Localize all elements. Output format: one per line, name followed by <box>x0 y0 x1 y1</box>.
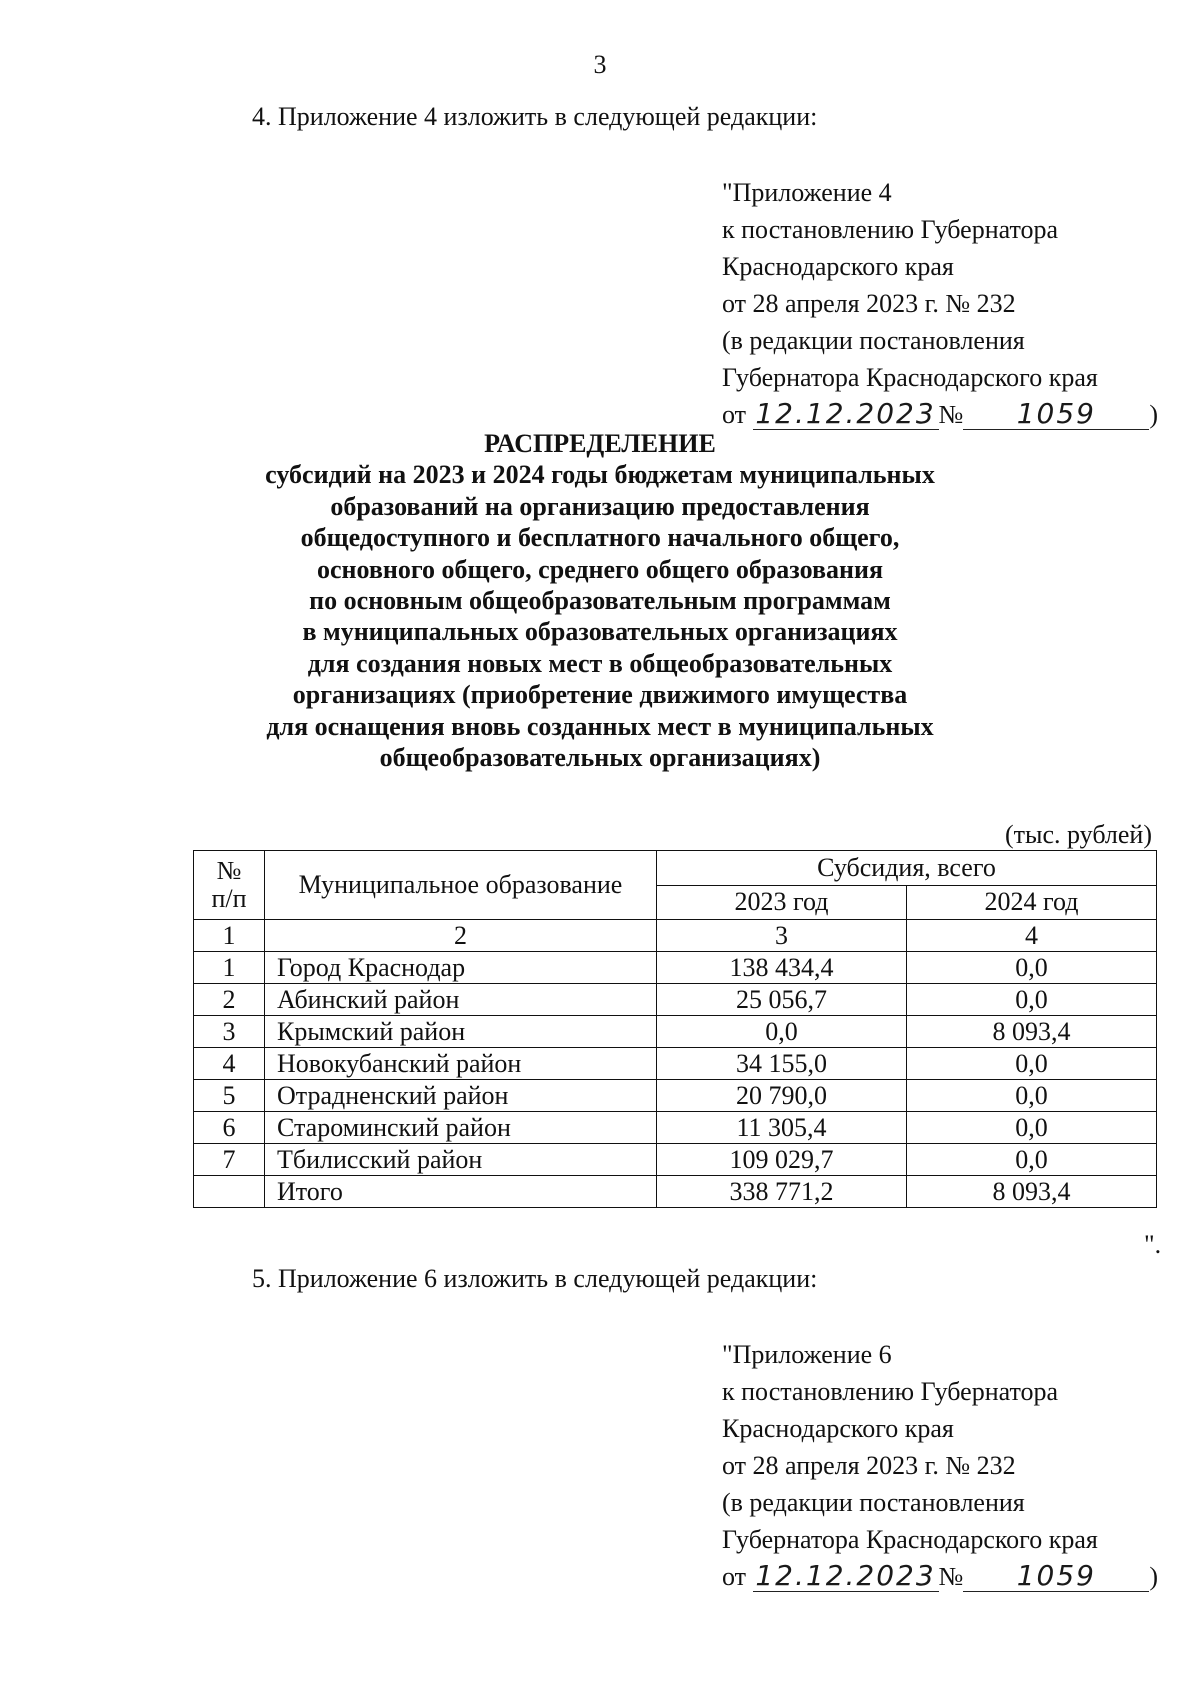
row-2024: 0,0 <box>907 952 1157 984</box>
table-row <box>194 1144 1157 1176</box>
row-2023: 109 029,7 <box>657 1144 907 1176</box>
heading-line4: основного общего, среднего общего образования <box>316 554 884 584</box>
handwritten-date: 12.12.2023 <box>753 1561 939 1592</box>
total-label: Итого <box>265 1176 657 1208</box>
total-num <box>194 1176 265 1208</box>
row-num: 4 <box>194 1048 265 1080</box>
header-num <box>194 851 265 920</box>
page-number: 3 <box>593 50 607 79</box>
header-year-2023: 2023 год <box>657 885 907 920</box>
col-number-3: 3 <box>657 920 907 952</box>
table-header-row <box>194 851 1157 886</box>
table-row <box>194 1080 1157 1112</box>
row-2023: 25 056,7 <box>657 984 907 1016</box>
item-5-paragraph: 5. Приложение 6 изложить в следующей редакции: <box>252 1264 818 1293</box>
heading-line10: общеобразовательных организациях) <box>379 743 821 773</box>
col-number-4: 4 <box>907 920 1157 952</box>
closing-paren: ) <box>1149 400 1159 429</box>
item-4-paragraph: 4. Приложение 4 изложить в следующей редакции: <box>252 102 818 131</box>
table-row <box>194 1112 1157 1144</box>
appendix-6-reference <box>722 1336 1158 1595</box>
row-2023: 20 790,0 <box>657 1080 907 1112</box>
header-num-line2: п/п <box>211 884 247 913</box>
header-year-2024: 2024 год <box>907 885 1157 920</box>
row-num: 3 <box>194 1016 265 1048</box>
appendix-6-line5: (в редакции постановления <box>722 1488 1025 1517</box>
from-label: от <box>722 400 747 429</box>
heading-title: РАСПРЕДЕЛЕНИЕ <box>484 429 716 458</box>
row-2023: 0,0 <box>657 1016 907 1048</box>
appendix-4-line5: (в редакции постановления <box>722 326 1025 355</box>
header-subsidy-total: Субсидия, всего <box>657 851 1157 886</box>
closing-paren: ) <box>1149 1562 1159 1591</box>
from-label: от <box>722 1562 747 1591</box>
appendix-6-line6: Губернатора Краснодарского края <box>722 1525 1098 1554</box>
closing-quote: ". <box>1144 1230 1162 1259</box>
row-2023: 34 155,0 <box>657 1048 907 1080</box>
table-total-row <box>194 1176 1157 1208</box>
row-num: 7 <box>194 1144 265 1176</box>
heading-line1: субсидий на 2023 и 2024 годы бюджетам муниципальных <box>265 460 935 490</box>
heading-line6: в муниципальных образовательных организациях <box>302 617 898 647</box>
appendix-6-signature-line <box>722 1558 1158 1595</box>
row-2024: 0,0 <box>907 1080 1157 1112</box>
handwritten-date: 12.12.2023 <box>753 399 939 430</box>
heading-line5: по основным общеобразовательным программам <box>309 586 891 616</box>
table-row <box>194 1016 1157 1048</box>
handwritten-number: 1059 <box>963 1561 1149 1592</box>
row-2024: 0,0 <box>907 984 1157 1016</box>
col-number-2: 2 <box>265 920 657 952</box>
row-municipality: Тбилисский район <box>265 1144 657 1176</box>
row-num: 6 <box>194 1112 265 1144</box>
table-column-numbers-row <box>194 920 1157 952</box>
header-municipality: Муниципальное образование <box>265 851 657 920</box>
table-row <box>194 1048 1157 1080</box>
row-2024: 0,0 <box>907 1144 1157 1176</box>
row-municipality: Отрадненский район <box>265 1080 657 1112</box>
row-num: 1 <box>194 952 265 984</box>
heading-line2: образований на организацию предоставления <box>330 491 870 521</box>
header-num-line1: № <box>216 856 242 885</box>
row-municipality: Новокубанский район <box>265 1048 657 1080</box>
unit-label: (тыс. рублей) <box>1004 820 1152 849</box>
table-row <box>194 952 1157 984</box>
row-2024: 0,0 <box>907 1112 1157 1144</box>
row-2024: 8 093,4 <box>907 1016 1157 1048</box>
row-num: 5 <box>194 1080 265 1112</box>
row-municipality: Крымский район <box>265 1016 657 1048</box>
col-number-1: 1 <box>194 920 265 952</box>
total-2024: 8 093,4 <box>907 1176 1157 1208</box>
heading-line9: для оснащения вновь созданных мест в муниципальных <box>266 711 934 741</box>
appendix-4-line4: от 28 апреля 2023 г. № 232 <box>722 289 1016 318</box>
appendix-6-line3: Краснодарского края <box>722 1414 954 1443</box>
appendix-6-line4: от 28 апреля 2023 г. № 232 <box>722 1451 1016 1480</box>
heading-line3: общедоступного и бесплатного начального общего, <box>300 523 900 553</box>
distribution-heading <box>160 428 1040 773</box>
subsidy-table <box>193 850 1157 1208</box>
row-2023: 11 305,4 <box>657 1112 907 1144</box>
total-2023: 338 771,2 <box>657 1176 907 1208</box>
row-municipality: Староминский район <box>265 1112 657 1144</box>
appendix-4-line6: Губернатора Краснодарского края <box>722 363 1098 392</box>
appendix-4-line1: "Приложение 4 <box>722 178 892 207</box>
appendix-4-reference <box>722 174 1158 433</box>
row-municipality: Абинский район <box>265 984 657 1016</box>
heading-line8: организациях (приобретение движимого имущества <box>292 680 908 710</box>
table-row <box>194 984 1157 1016</box>
appendix-4-line2: к постановлению Губернатора <box>722 215 1059 244</box>
number-sign: № <box>938 400 964 429</box>
number-sign: № <box>938 1562 964 1591</box>
appendix-6-line1: "Приложение 6 <box>722 1340 892 1369</box>
handwritten-number: 1059 <box>963 399 1149 430</box>
appendix-4-line3: Краснодарского края <box>722 252 954 281</box>
row-2023: 138 434,4 <box>657 952 907 984</box>
row-municipality: Город Краснодар <box>265 952 657 984</box>
row-2024: 0,0 <box>907 1048 1157 1080</box>
appendix-6-line2: к постановлению Губернатора <box>722 1377 1059 1406</box>
row-num: 2 <box>194 984 265 1016</box>
heading-line7: для создания новых мест в общеобразовательных <box>307 648 893 678</box>
